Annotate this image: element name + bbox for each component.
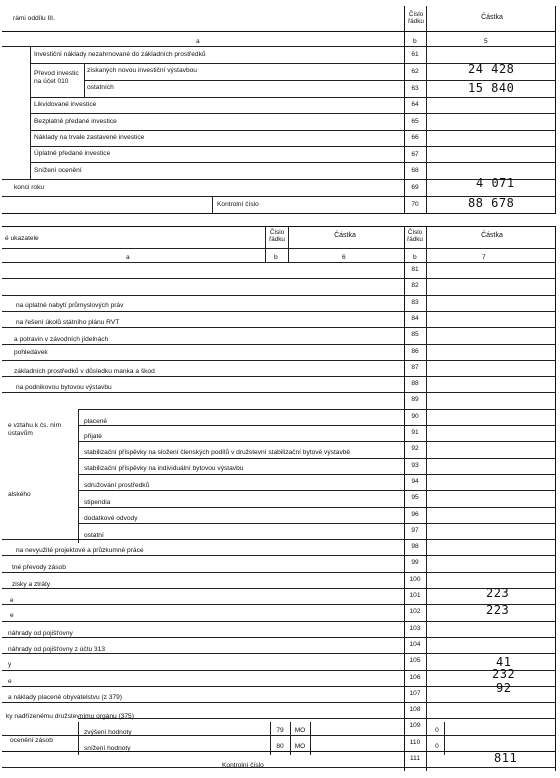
row-number: 103 [409, 625, 421, 632]
value-111: 811 [494, 751, 518, 765]
row-68-label: Snížení ocenění [34, 167, 82, 174]
row-divider [2, 360, 556, 361]
row-67-label: Úplatně předané investice [34, 150, 111, 157]
value-62: 24 428 [468, 62, 515, 76]
value-107: 92 [496, 681, 512, 695]
row-divider [2, 344, 556, 345]
row-number: 61 [411, 51, 419, 58]
row-95-label: stipendia [84, 499, 111, 506]
row-98-label: na nevyužité projektové a průzkumné práce [16, 547, 144, 554]
value-110: 0 [435, 743, 439, 750]
value-109: 0 [435, 727, 439, 734]
row-101-label: e [10, 597, 14, 604]
row-number: 68 [411, 167, 419, 174]
row-69-label: konci roku [14, 184, 45, 191]
row-number: 91 [411, 429, 419, 436]
row-divider [2, 376, 556, 377]
value-69: 4 071 [476, 176, 515, 190]
section1-title: rámi oddílu III. [13, 15, 55, 22]
row-divider [78, 425, 556, 426]
row-number: 106 [409, 674, 421, 681]
row-number: 98 [411, 543, 419, 550]
row-105-label: y [8, 661, 12, 668]
section1-hdr-row-no: Číslo řádku [408, 11, 424, 25]
row-number: 99 [411, 559, 419, 566]
section2-hdr-amount-right: Částka [481, 232, 503, 239]
row-number: 107 [409, 690, 421, 697]
section1-col-b: b [413, 38, 417, 45]
divider [555, 6, 556, 214]
row-divider [78, 409, 556, 410]
section2-hdr-row-no-right: Číslo řádku [407, 229, 423, 243]
value-105: 41 [496, 655, 512, 669]
row-87-label: základních prostředků v důsledku manka a škod [14, 368, 155, 375]
value-101: 223 [486, 586, 510, 600]
divider [404, 6, 405, 214]
row-divider [2, 295, 556, 296]
row-number: 94 [411, 478, 419, 485]
row-number: 110 [409, 739, 421, 746]
row-number: 83 [411, 299, 419, 306]
row-104-label: náhrady od pojišťovny z účtu 313 [8, 646, 106, 653]
row-94-label: sdružování prostředků [84, 482, 150, 489]
row-divider [2, 621, 556, 622]
row-102-label: e [10, 612, 14, 619]
section1-col-a: a [196, 38, 200, 45]
row-84-label: na řešení úkolů státního plánu RVT [16, 319, 120, 326]
row-number: 69 [411, 184, 419, 191]
row-100-label: zisky a ztráty [12, 581, 51, 588]
row-86-label: pohledávek [14, 349, 48, 356]
row-number: 92 [411, 445, 419, 452]
row-divider [78, 490, 556, 491]
row-divider [78, 523, 556, 524]
divider [2, 31, 556, 32]
row-divider [78, 441, 556, 442]
value-106: 232 [492, 667, 516, 681]
divider [2, 46, 556, 47]
section2-col-6: 6 [342, 254, 346, 261]
row-number: 66 [411, 134, 419, 141]
row-62-label: získaných novou investiční výstavbou [87, 67, 197, 74]
row-88-label: na podnikovou bytovou výstavbu [16, 384, 112, 391]
row-divider [2, 670, 556, 671]
row-93-label: stabilizační příspěvky na individuální bytovou výstavbu [84, 465, 244, 472]
row-code: MO [294, 743, 306, 750]
row-divider [2, 588, 556, 589]
row-63-label: ostatních [87, 84, 114, 91]
value-63: 15 840 [468, 81, 515, 95]
row-number: 105 [409, 657, 421, 664]
row-divider [2, 555, 556, 556]
section2-col-b-right: b [413, 254, 417, 261]
row-number: 70 [411, 201, 419, 208]
row-number: 89 [411, 396, 419, 403]
row-divider [78, 718, 556, 719]
row-number: 85 [411, 331, 419, 338]
row-111-label: Kontrolní číslo [222, 762, 264, 769]
row-92-label: stabilizační příspěvky na složení členských podílů v družstevní stabilizační bytové výstavbě [84, 449, 351, 456]
row-number: 87 [411, 364, 419, 371]
section2-col-a: a [126, 254, 130, 261]
row-divider [2, 392, 556, 393]
row-61-label: Investiční náklady nezahrnované do základních prostředků [34, 51, 206, 58]
section1-hdr-amount: Částka [481, 14, 503, 21]
side-label-alskeho: alského [8, 491, 31, 498]
row-code: MO [294, 727, 306, 734]
row-divider [2, 686, 556, 687]
row-divider [2, 327, 556, 328]
section1-col-5: 5 [484, 38, 488, 45]
row-divider [2, 702, 556, 703]
side-label-oceneni: ocenění zásob [10, 737, 53, 744]
row-number: 108 [409, 706, 421, 713]
value-102: 223 [486, 603, 510, 617]
row-99-label: tné převody zásob [12, 564, 66, 571]
section2-col-7: 7 [482, 254, 486, 261]
row-91-label: přijaté [84, 433, 102, 440]
row-number: 96 [411, 511, 419, 518]
row-number: 86 [411, 348, 419, 355]
row-70-label: Kontrolní číslo [217, 201, 259, 208]
row-106-label: e [8, 678, 12, 685]
row-number: 111 [409, 755, 421, 762]
row-divider [2, 604, 556, 605]
row-number: 109 [409, 722, 421, 729]
row-number: 81 [411, 266, 419, 273]
row-number: 67 [411, 151, 419, 158]
row-number: 79 [276, 727, 284, 734]
row-number: 100 [409, 576, 421, 583]
row-divider [2, 572, 556, 573]
row-108-label: ky nadřízenému družstevnímu orgánu (375) [6, 713, 134, 720]
row-number: 90 [411, 413, 419, 420]
row-number: 80 [276, 743, 284, 750]
row-64-label: Likvidované investice [34, 101, 97, 108]
row-number: 88 [411, 380, 419, 387]
row-divider [2, 637, 556, 638]
row-number: 102 [409, 608, 421, 615]
row-90-label: placené [84, 418, 108, 425]
section2-hdr-amount-left: Částka [334, 232, 356, 239]
value-70: 88 678 [468, 196, 515, 210]
row-divider [2, 311, 556, 312]
row-number: 64 [411, 101, 419, 108]
row-96-label: dodatkové odvody [84, 515, 138, 522]
row-divider [2, 278, 556, 279]
row-divider [2, 767, 556, 768]
row-85-label: a potravin v závodních jídelnách [14, 336, 109, 343]
row-number: 104 [409, 641, 421, 648]
row-number: 97 [411, 527, 419, 534]
row-107-label: a náklady placené obyvatelstvu (z 379) [8, 694, 122, 701]
row-number: 95 [411, 494, 419, 501]
row-number: 62 [411, 68, 419, 75]
section2-title: é ukazatele [5, 235, 39, 242]
row-65-label: Bezplatně předané investice [34, 118, 117, 125]
row-109-label: zvýšení hodnoty [84, 729, 132, 736]
row-number: 101 [409, 592, 421, 599]
row-divider [78, 474, 556, 475]
divider [426, 6, 427, 214]
group-label-prevod: Převod investic na účet 010 [34, 70, 79, 85]
row-103-label: náhrady od pojišťovny [8, 630, 73, 637]
row-number: 84 [411, 315, 419, 322]
row-66-label: Náklady na trvale zastavené investice [34, 134, 145, 141]
section2-hdr-row-no-left: Číslo řádku [269, 229, 285, 243]
row-110-label: snížení hodnoty [84, 745, 131, 752]
row-divider [78, 458, 556, 459]
row-number: 63 [411, 85, 419, 92]
row-number: 65 [411, 118, 419, 125]
row-97-label: ostatní [84, 532, 104, 539]
row-number: 82 [411, 282, 419, 289]
side-label-vztahu: e vztahu k čs. ním ústavům [8, 422, 62, 437]
section2-col-b-left: b [274, 254, 278, 261]
row-83-label: na úplatné nabytí průmyslových práv [16, 302, 124, 309]
row-divider [78, 507, 556, 508]
row-number: 93 [411, 462, 419, 469]
